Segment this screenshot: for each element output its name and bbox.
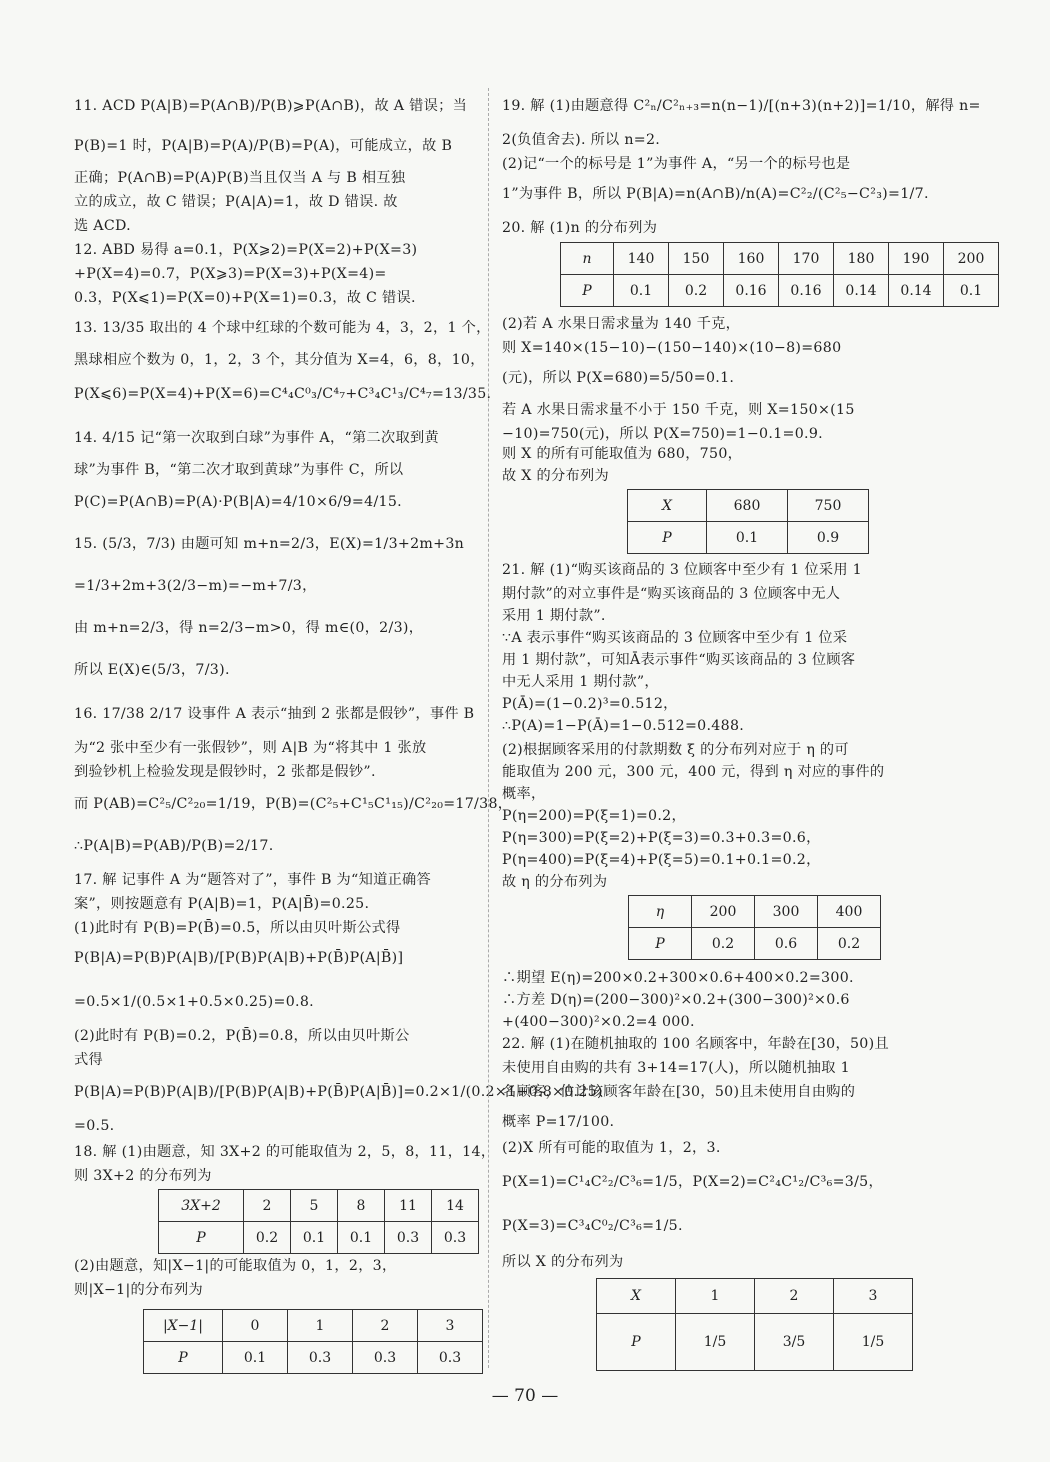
table-cell: 1 (676, 1279, 755, 1314)
table-cell: 3 (834, 1279, 913, 1314)
text-line: P(X⩽6)=P(X=4)+P(X=6)=C⁴₄C⁰₃/C⁴₇+C³₄C¹₃/C⁴₇=13/35. (74, 386, 492, 402)
text-line: 球”为事件 B，“第二次才取到黄球”为事件 C，所以 (74, 462, 404, 478)
text-line: 由 m+n=2/3，得 n=2/3−m>0，得 m∈(0，2/3)， (74, 620, 424, 636)
table-cell: 0.2 (669, 275, 724, 307)
table-cell: 160 (724, 243, 779, 275)
table-header-cell: P (144, 1342, 223, 1374)
table-cell: 0.3 (385, 1222, 432, 1254)
text-line: 用 1 期付款”，可知Ā表示事件“购买该商品的 3 位顾客 (502, 652, 856, 668)
table-header-cell: X (628, 490, 707, 522)
text-line: 21. 解 (1)“购买该商品的 3 位顾客中至少有 1 位采用 1 (502, 562, 862, 578)
table-cell: 0.3 (288, 1342, 353, 1374)
text-line: +(400−300)²×0.2=4 000. (502, 1014, 695, 1030)
text-line: 式得 (74, 1052, 103, 1068)
table-cell: 150 (669, 243, 724, 275)
table-header-cell: P (629, 928, 692, 960)
table-cell: 0.1 (223, 1342, 288, 1374)
text-line: 22. 解 (1)在随机抽取的 100 名顾客中，年龄在[30，50)且 (502, 1036, 889, 1052)
table-header-cell: 3X+2 (159, 1190, 244, 1222)
text-line: ∴P(A|B)=P(AB)/P(B)=2/17. (74, 838, 274, 854)
table-cell: 0.14 (889, 275, 944, 307)
table-cell: 0.2 (244, 1222, 291, 1254)
text-line: =0.5. (74, 1118, 115, 1134)
table-row (159, 1190, 479, 1222)
text-line: =1/3+2m+3(2/3−m)=−m+7/3， (74, 578, 317, 594)
table-cell: 5 (291, 1190, 338, 1222)
text-line: 14. 4/15 记“第一次取到白球”为事件 A，“第二次取到黄 (74, 430, 439, 446)
text-line: P(X=1)=C¹₄C²₂/C³₆=1/5，P(X=2)=C²₄C¹₂/C³₆=3/5， (502, 1174, 883, 1190)
table-row (629, 928, 881, 960)
table-cell: 0.1 (944, 275, 999, 307)
text-line: P(η=400)=P(ξ=4)+P(ξ=5)=0.1+0.1=0.2， (502, 852, 821, 868)
table-row (597, 1314, 913, 1371)
table-cell: 0.1 (614, 275, 669, 307)
text-line: 能取值为 200 元，300 元，400 元，得到 η 对应的事件的 (502, 764, 885, 780)
text-line: ∴期望 E(η)=200×0.2+300×0.6+400×0.2=300. (502, 970, 854, 986)
table-row (144, 1310, 483, 1342)
table-cell: 190 (889, 243, 944, 275)
table-row (597, 1279, 913, 1314)
text-line: P(B|A)=P(B)P(A|B)/[P(B)P(A|B)+P(B̄)P(A|B̄)] (74, 950, 404, 966)
text-line: ∵A 表示事件“购买该商品的 3 位顾客中至少有 1 位采 (502, 630, 848, 646)
table-header-cell: n (561, 243, 614, 275)
text-line: P(B|A)=P(B)P(A|B)/[P(B)P(A|B)+P(B̄)P(A|B̄)]=0.2×1/(0.2×1+0.8×0.25) (74, 1084, 603, 1100)
table-header-cell: η (629, 896, 692, 928)
table-cell: 0.14 (834, 275, 889, 307)
table-cell: 300 (755, 896, 818, 928)
text-line: P(B)=1 时，P(A|B)=P(A)/P(B)=P(A)，可能成立，故 B (74, 138, 453, 154)
table-row (144, 1342, 483, 1374)
text-line: 20. 解 (1)n 的分布列为 (502, 220, 658, 236)
text-line: 案”，则按题意有 P(A|B)=1，P(A|B̄)=0.25. (74, 896, 370, 912)
table-cell: 1 (288, 1310, 353, 1342)
table-cell: 170 (779, 243, 834, 275)
table-cell: 140 (614, 243, 669, 275)
text-line: 黑球相应个数为 0，1，2，3 个，其分值为 X=4，6，8，10， (74, 352, 485, 368)
table-header-cell: |X−1| (144, 1310, 223, 1342)
text-line: 11. ACD P(A|B)=P(A∩B)/P(B)⩾P(A∩B)，故 A 错误；当 (74, 98, 468, 114)
text-line: P(C)=P(A∩B)=P(A)·P(B|A)=4/10×6/9=4/15. (74, 494, 402, 510)
text-line: 17. 解 记事件 A 为“题答对了”，事件 B 为“知道正确答 (74, 872, 432, 888)
text-line: (2)X 所有可能的取值为 1，2，3. (502, 1140, 721, 1156)
text-line: 中无人采用 1 期付款”， (502, 674, 659, 690)
table-cell: 0.2 (692, 928, 755, 960)
page-number: — 70 — (491, 1386, 559, 1406)
text-line: 为“2 张中至少有一张假钞”，则 A|B 为“将其中 1 张放 (74, 740, 427, 756)
text-line: P(η=200)=P(ξ=1)=0.2， (502, 808, 686, 824)
table-row (561, 243, 999, 275)
table-cell: 0.3 (418, 1342, 483, 1374)
table-cell: 0 (223, 1310, 288, 1342)
table-cell: 680 (707, 490, 788, 522)
table-header-cell: P (628, 522, 707, 554)
table-cell: 11 (385, 1190, 432, 1222)
table-header-cell: P (597, 1314, 676, 1371)
text-line: 正确；P(A∩B)=P(A)P(B)当且仅当 A 与 B 相互独 (74, 170, 406, 186)
text-line: 0.3，P(X⩽1)=P(X=0)+P(X=1)=0.3，故 C 错误. (74, 290, 416, 306)
table-cell: 0.6 (755, 928, 818, 960)
table-cell: 0.16 (724, 275, 779, 307)
table-q22-x (596, 1278, 913, 1371)
table-q18-part2 (143, 1309, 483, 1374)
text-line: 概率， (502, 786, 546, 802)
table-cell: 180 (834, 243, 889, 275)
text-line: 采用 1 期付款”. (502, 608, 606, 624)
text-line: ∴方差 D(η)=(200−300)²×0.2+(300−300)²×0.6 (502, 992, 850, 1008)
table-cell: 2 (353, 1310, 418, 1342)
table-cell: 0.16 (779, 275, 834, 307)
column-divider (488, 88, 489, 1368)
table-row (629, 896, 881, 928)
table-cell: 14 (432, 1190, 479, 1222)
text-line: 1”为事件 B，所以 P(B|A)=n(A∩B)/n(A)=C²₂/(C²₅−C²₃)=1/7. (502, 186, 929, 202)
text-line: (2)若 A 水果日需求量为 140 千克， (502, 316, 741, 332)
text-line: =0.5×1/(0.5×1+0.5×0.25)=0.8. (74, 994, 314, 1010)
text-line: 所以 E(X)∈(5/3，7/3). (74, 662, 230, 678)
text-line: 故 η 的分布列为 (502, 874, 608, 890)
table-cell: 750 (788, 490, 869, 522)
table-row (561, 275, 999, 307)
table-cell: 200 (692, 896, 755, 928)
table-q20-n (560, 242, 999, 307)
table-row (628, 490, 869, 522)
table-cell: 0.1 (291, 1222, 338, 1254)
text-line: 选 ACD. (74, 218, 131, 234)
table-cell: 8 (338, 1190, 385, 1222)
table-cell: 0.1 (707, 522, 788, 554)
text-line: 则 X 的所有可能取值为 680，750， (502, 446, 743, 462)
text-line: ∴P(A)=1−P(Ā)=1−0.512=0.488. (502, 718, 745, 734)
table-cell: 2 (755, 1279, 834, 1314)
text-line: (2)记“一个的标号是 1”为事件 A，“另一个的标号也是 (502, 156, 851, 172)
text-line: 到验钞机上检验发现是假钞时，2 张都是假钞”. (74, 764, 376, 780)
text-line: P(η=300)=P(ξ=2)+P(ξ=3)=0.3+0.3=0.6， (502, 830, 821, 846)
text-line: 名顾客，估计该顾客年龄在[30，50)且未使用自由购的 (502, 1084, 856, 1100)
text-line: 期付款”的对立事件是“购买该商品的 3 位顾客中无人 (502, 586, 841, 602)
table-row (628, 522, 869, 554)
table-header-cell: P (561, 275, 614, 307)
text-line: (元)，所以 P(X=680)=5/50=0.1. (502, 370, 735, 386)
text-line: 则 X=140×(15−10)−(150−140)×(10−8)=680 (502, 340, 842, 356)
text-line: P(X=3)=C³₄C⁰₂/C³₆=1/5. (502, 1218, 683, 1234)
table-cell: 0.3 (432, 1222, 479, 1254)
text-line: (2)此时有 P(B)=0.2，P(B̄)=0.8，所以由贝叶斯公 (74, 1028, 410, 1044)
table-cell: 0.9 (788, 522, 869, 554)
text-line: 则|X−1|的分布列为 (74, 1282, 203, 1298)
text-line: (1)此时有 P(B)=P(B̄)=0.5，所以由贝叶斯公式得 (74, 920, 401, 936)
text-line: +P(X=4)=0.7，P(X⩾3)=P(X=3)+P(X=4)= (74, 266, 387, 282)
text-line: 2(负值舍去). 所以 n=2. (502, 132, 661, 148)
table-cell: 3 (418, 1310, 483, 1342)
table-cell: 1/5 (834, 1314, 913, 1371)
text-line: 所以 X 的分布列为 (502, 1254, 624, 1270)
table-cell: 0.2 (818, 928, 881, 960)
table-cell: 0.3 (353, 1342, 418, 1374)
text-line: 12. ABD 易得 a=0.1，P(X⩾2)=P(X=2)+P(X=3) (74, 242, 418, 258)
text-line: (2)根据顾客采用的付款期数 ξ 的分布列对应于 η 的可 (502, 742, 849, 758)
table-cell: 0.1 (338, 1222, 385, 1254)
table-cell: 400 (818, 896, 881, 928)
text-line: P(Ā)=(1−0.2)³=0.512， (502, 696, 678, 712)
table-header-cell: P (159, 1222, 244, 1254)
text-line: 则 3X+2 的分布列为 (74, 1168, 212, 1184)
text-line: 故 X 的分布列为 (502, 468, 609, 484)
text-line: 立的成立，故 C 错误；P(A|A)=1，故 D 错误. 故 (74, 194, 398, 210)
text-line: 未使用自由购的共有 3+14=17(人)，所以随机抽取 1 (502, 1060, 850, 1076)
text-line: 而 P(AB)=C²₅/C²₂₀=1/19，P(B)=(C²₅+C¹₅C¹₁₅)/C²₂₀=17/38， (74, 796, 513, 812)
table-q20-x (627, 489, 869, 554)
table-cell: 200 (944, 243, 999, 275)
table-row (159, 1222, 479, 1254)
text-line: 13. 13/35 取出的 4 个球中红球的个数可能为 4，3，2，1 个， (74, 320, 491, 336)
text-line: 若 A 水果日需求量不小于 150 千克，则 X=150×(15 (502, 402, 855, 418)
table-cell: 1/5 (676, 1314, 755, 1371)
text-line: 15. (5/3，7/3) 由题可知 m+n=2/3，E(X)=1/3+2m+3n (74, 536, 465, 552)
text-line: 19. 解 (1)由题意得 C²ₙ/C²ₙ₊₃=n(n−1)/[(n+3)(n+2)]=1/10，解得 n= (502, 98, 981, 114)
text-line: 18. 解 (1)由题意，知 3X+2 的可能取值为 2，5，8，11，14， (74, 1144, 496, 1160)
text-line: 概率 P=17/100. (502, 1114, 615, 1130)
table-header-cell: X (597, 1279, 676, 1314)
text-line: −10)=750(元)，所以 P(X=750)=1−0.1=0.9. (502, 426, 823, 442)
table-cell: 3/5 (755, 1314, 834, 1371)
text-line: (2)由题意，知|X−1|的可能取值为 0，1，2，3， (74, 1258, 397, 1274)
table-q21-eta (628, 895, 881, 960)
table-cell: 2 (244, 1190, 291, 1222)
text-line: 16. 17/38 2/17 设事件 A 表示“抽到 2 张都是假钞”，事件 B (74, 706, 475, 722)
table-q18-part1 (158, 1189, 479, 1254)
